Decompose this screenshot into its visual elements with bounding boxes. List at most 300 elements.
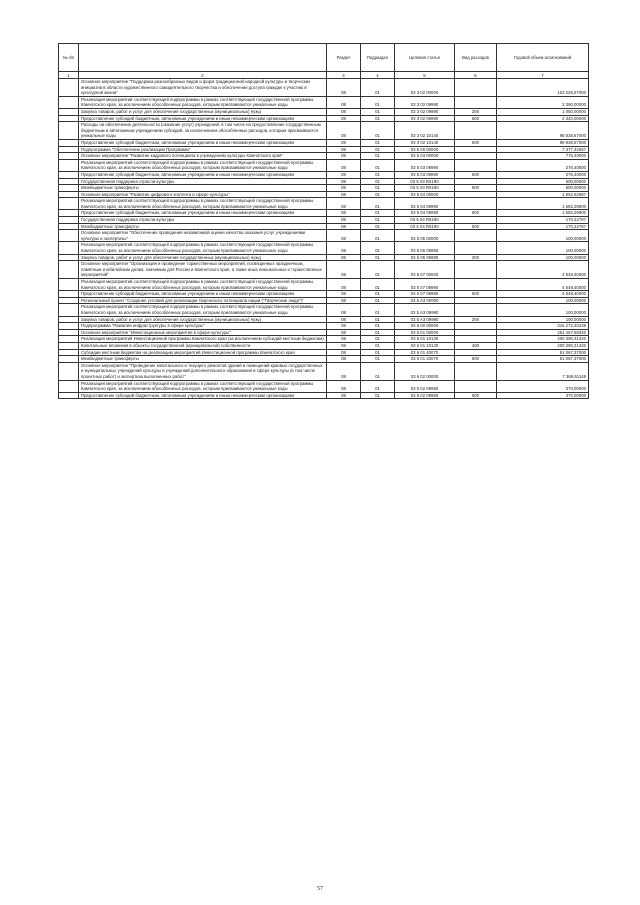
header-amount: Годовой объем ассигнований	[497, 44, 589, 72]
name-cell: Межбюджетные трансферты	[79, 223, 327, 230]
section-cell: 08	[327, 329, 361, 336]
exptype-cell	[455, 261, 497, 279]
num-cell	[59, 153, 79, 160]
num-cell	[59, 185, 79, 192]
target-cell: 03 5 A3 09990	[395, 304, 455, 316]
table-row	[59, 291, 589, 298]
num-cell	[59, 342, 79, 349]
exptype-cell: 200	[455, 316, 497, 323]
subsection-cell: 01	[361, 362, 395, 380]
exptype-cell	[455, 349, 497, 356]
num-cell	[59, 261, 79, 279]
table-row	[59, 230, 589, 242]
section-cell: 08	[327, 291, 361, 298]
exptype-cell: 500	[455, 223, 497, 230]
section-cell: 08	[327, 108, 361, 115]
section-cell: 08	[327, 392, 361, 399]
target-cell: 03 3 02 10140	[395, 122, 455, 140]
table-row	[59, 96, 589, 108]
target-cell: 03 3 02 09990	[395, 115, 455, 122]
table-row	[59, 279, 589, 291]
num-cell	[59, 291, 79, 298]
target-cell: 03 5 03 09990	[395, 171, 455, 178]
target-cell: 03 6 02 00000	[395, 362, 455, 380]
amount-cell: 200 390,31320	[497, 336, 589, 343]
exptype-cell: 600	[455, 291, 497, 298]
amount-cell: 7 369,61149	[497, 362, 589, 380]
target-cell: 03 5 03 R5190	[395, 178, 455, 185]
num-cell	[59, 356, 79, 363]
target-cell: 03 5 A3 09990	[395, 316, 455, 323]
target-cell: 03 3 02 00000	[395, 79, 455, 97]
section-cell: 08	[327, 139, 361, 146]
amount-cell: 1 682,29900	[497, 210, 589, 217]
amount-cell: 51 067,37000	[497, 349, 589, 356]
table-row	[59, 242, 589, 254]
target-cell: 03 5 04 R5190	[395, 217, 455, 224]
section-cell: 08	[327, 146, 361, 153]
section-cell: 08	[327, 362, 361, 380]
table-row	[59, 380, 589, 392]
target-cell: 03 6 02 09990	[395, 392, 455, 399]
num-cell	[59, 217, 79, 224]
colnum-5: 5	[395, 72, 455, 79]
exptype-cell	[455, 153, 497, 160]
colnum-7: 7	[497, 72, 589, 79]
exptype-cell	[455, 336, 497, 343]
amount-cell: 170,32787	[497, 223, 589, 230]
exptype-cell	[455, 362, 497, 380]
exptype-cell: 600	[455, 115, 497, 122]
num-cell	[59, 336, 79, 343]
name-cell: Реализация мероприятий соответствующей подпрограммы в рамках соответствующей государственной программы Камчатского края, за исключением обособленных расходов, которым присваиваются уникальные коды	[79, 279, 327, 291]
name-cell: Государственная поддержка отрасли культуры	[79, 217, 327, 224]
budget-table	[58, 43, 589, 399]
section-cell: 08	[327, 198, 361, 210]
num-cell	[59, 329, 79, 336]
subsection-cell: 01	[361, 108, 395, 115]
section-cell: 08	[327, 323, 361, 330]
target-cell: 03 6 01 10130	[395, 336, 455, 343]
subsection-cell: 01	[361, 336, 395, 343]
subsection-cell: 01	[361, 122, 395, 140]
amount-cell: 316 272,40239	[497, 323, 589, 330]
table-row	[59, 210, 589, 217]
subsection-cell: 01	[361, 316, 395, 323]
subsection-cell: 01	[361, 279, 395, 291]
name-cell: Основное мероприятие "Организация и проведение торжественных мероприятий, посвященных праздничным, памятным и юбилейным датам, значимым для России и Камчатского края, а также иных внешкольных и торжественных мероприятий"	[79, 261, 327, 279]
header-exptype: Вид расходов	[455, 44, 497, 72]
table-header-row	[59, 44, 589, 72]
table-row	[59, 254, 589, 261]
subsection-cell: 01	[361, 191, 395, 198]
name-cell: Закупка товаров, работ и услуг для обеспечения государственных (муниципальных) нужд	[79, 254, 327, 261]
exptype-cell: 600	[455, 210, 497, 217]
subsection-cell: 01	[361, 254, 395, 261]
name-cell: Предоставление субсидий бюджетным, автономным учреждениям и иным некоммерческим организациям	[79, 115, 327, 122]
target-cell: 03 5 05 00000	[395, 230, 455, 242]
section-cell: 08	[327, 79, 361, 97]
num-cell	[59, 304, 79, 316]
section-cell: 08	[327, 217, 361, 224]
target-cell: 03 6 01 40070	[395, 349, 455, 356]
target-cell: 03 3 02 09990	[395, 96, 455, 108]
num-cell	[59, 230, 79, 242]
exptype-cell	[455, 96, 497, 108]
colnum-3: 3	[327, 72, 361, 79]
name-cell: Предоставление субсидий бюджетным, автономным учреждениям и иным некоммерческим организациям	[79, 210, 327, 217]
exptype-cell	[455, 198, 497, 210]
header-section: Раздел	[327, 44, 361, 72]
table-row	[59, 349, 589, 356]
amount-cell: 1 682,29900	[497, 198, 589, 210]
subsection-cell: 01	[361, 380, 395, 392]
colnum-1: 1	[59, 72, 79, 79]
subsection-cell: 01	[361, 304, 395, 316]
subsection-cell: 01	[361, 146, 395, 153]
exptype-cell: 200	[455, 108, 497, 115]
name-cell: Подпрограмма "Обеспечение реализации Программы"	[79, 146, 327, 153]
table-row	[59, 79, 589, 97]
target-cell: 03 5 04 R5190	[395, 223, 455, 230]
target-cell: 03 5 07 09990	[395, 279, 455, 291]
num-cell	[59, 115, 79, 122]
target-cell: 03 5 00 00000	[395, 146, 455, 153]
amount-cell: 251 457,68320	[497, 329, 589, 336]
table-row	[59, 146, 589, 153]
amount-cell: 98 838,67000	[497, 122, 589, 140]
amount-cell: 276,40000	[497, 159, 589, 171]
name-cell: Основное мероприятие "Развитие кадрового потенциала в учреждениях культуры Камчатского края"	[79, 153, 327, 160]
target-cell: 03 5 04 09990	[395, 198, 455, 210]
section-cell: 08	[327, 230, 361, 242]
target-cell: 03 6 02 09990	[395, 380, 455, 392]
name-cell: Основное мероприятие "Проведение капитального и текущего ремонтов зданий и помещений краевых государственных и муниципальных учреждений культуры и учреждений дополнительного образования в сфере культуры (в том числе проектных работ) и экспертиза выполненных работ"	[79, 362, 327, 380]
subsection-cell: 01	[361, 329, 395, 336]
name-cell: Предоставление субсидий бюджетным, автономным учреждениям и иным некоммерческим организациям	[79, 139, 327, 146]
exptype-cell	[455, 146, 497, 153]
target-cell: 03 5 07 09990	[395, 291, 455, 298]
exptype-cell: 600	[455, 171, 497, 178]
amount-cell: 776,40000	[497, 153, 589, 160]
target-cell: 03 5 04 09990	[395, 210, 455, 217]
name-cell: Закупка товаров, работ и услуг для обеспечения государственных (муниципальных) нужд	[79, 108, 327, 115]
name-cell: Реализация мероприятий соответствующей подпрограммы в рамках соответствующей государственной программы Камчатского края, за исключением обособленных расходов, которым присваиваются уникальные коды	[79, 96, 327, 108]
num-cell	[59, 316, 79, 323]
section-cell: 08	[327, 242, 361, 254]
table-row	[59, 191, 589, 198]
target-cell: 03 3 02 10140	[395, 139, 455, 146]
section-cell: 08	[327, 191, 361, 198]
target-cell: 03 6 01 00000	[395, 329, 455, 336]
name-cell: Капитальные вложения в объекты государственной (муниципальной) собственности	[79, 342, 327, 349]
target-cell: 03 6 00 00000	[395, 323, 455, 330]
num-cell	[59, 210, 79, 217]
num-cell	[59, 146, 79, 153]
subsection-cell: 01	[361, 261, 395, 279]
colnum-4: 4	[361, 72, 395, 79]
target-cell: 03 6 01 10130	[395, 342, 455, 349]
section-cell: 08	[327, 336, 361, 343]
amount-cell: 2 340,00000	[497, 115, 589, 122]
table-row	[59, 329, 589, 336]
table-row	[59, 362, 589, 380]
exptype-cell: 200	[455, 254, 497, 261]
exptype-cell	[455, 380, 497, 392]
amount-cell: 102 228,67000	[497, 79, 589, 97]
exptype-cell	[455, 304, 497, 316]
exptype-cell	[455, 230, 497, 242]
table-row	[59, 342, 589, 349]
exptype-cell: 500	[455, 185, 497, 192]
num-cell	[59, 171, 79, 178]
subsection-cell: 01	[361, 297, 395, 304]
amount-cell: 100,00000	[497, 297, 589, 304]
amount-cell: 4 548,40000	[497, 291, 589, 298]
table-row	[59, 171, 589, 178]
name-cell: Реализация мероприятий соответствующей подпрограммы в рамках соответствующей государственной программы Камчатского края, за исключением обособленных расходов, которым присваиваются уникальные коды	[79, 159, 327, 171]
name-cell: Закупка товаров, работ и услуг для обеспечения государственных (муниципальных) нужд	[79, 316, 327, 323]
table-row	[59, 336, 589, 343]
exptype-cell	[455, 217, 497, 224]
section-cell: 08	[327, 254, 361, 261]
amount-cell: 98 838,67000	[497, 139, 589, 146]
table-row	[59, 323, 589, 330]
section-cell: 08	[327, 349, 361, 356]
num-cell	[59, 108, 79, 115]
amount-cell: 51 067,37000	[497, 356, 589, 363]
exptype-cell	[455, 323, 497, 330]
exptype-cell	[455, 329, 497, 336]
subsection-cell: 01	[361, 159, 395, 171]
amount-cell: 170,32787	[497, 217, 589, 224]
num-cell	[59, 242, 79, 254]
exptype-cell	[455, 297, 497, 304]
subsection-cell: 01	[361, 342, 395, 349]
target-cell: 03 6 01 40070	[395, 356, 455, 363]
name-cell: Предоставление субсидий бюджетным, автономным учреждениям и иным некоммерческим организациям	[79, 171, 327, 178]
table-row	[59, 223, 589, 230]
section-cell: 08	[327, 297, 361, 304]
section-cell: 08	[327, 304, 361, 316]
subsection-cell: 01	[361, 223, 395, 230]
section-cell: 08	[327, 380, 361, 392]
name-cell: Реализация мероприятий соответствующей подпрограммы в рамках соответствующей государственной программы Камчатского края, за исключением обособленных расходов, которым присваиваются уникальные коды	[79, 198, 327, 210]
num-cell	[59, 392, 79, 399]
num-cell	[59, 159, 79, 171]
section-cell: 08	[327, 159, 361, 171]
num-cell	[59, 380, 79, 392]
amount-cell: 1 050,00000	[497, 108, 589, 115]
exptype-cell	[455, 191, 497, 198]
name-cell: Межбюджетные трансферты	[79, 185, 327, 192]
exptype-cell	[455, 279, 497, 291]
name-cell: Основное мероприятие "Развитие цифрового контента в сфере культуры"	[79, 191, 327, 198]
section-cell: 08	[327, 316, 361, 323]
amount-cell: 500,00000	[497, 185, 589, 192]
section-cell: 08	[327, 223, 361, 230]
num-cell	[59, 191, 79, 198]
section-cell: 08	[327, 178, 361, 185]
target-cell: 03 3 02 09990	[395, 108, 455, 115]
subsection-cell: 01	[361, 291, 395, 298]
subsection-cell: 01	[361, 349, 395, 356]
budget-table-container	[58, 43, 588, 399]
table-row	[59, 115, 589, 122]
subsection-cell: 01	[361, 392, 395, 399]
name-cell: Подпрограмма "Развитие инфраструктуры в сфере культуры"	[79, 323, 327, 330]
exptype-cell	[455, 178, 497, 185]
amount-cell: 276,40000	[497, 171, 589, 178]
section-cell: 08	[327, 96, 361, 108]
name-cell: Государственная поддержка отрасли культуры	[79, 178, 327, 185]
amount-cell: 100,00000	[497, 254, 589, 261]
name-cell: Реализация мероприятий соответствующей подпрограммы в рамках соответствующей государственной программы Камчатского края, за исключением обособленных расходов, которым присваиваются уникальные коды	[79, 242, 327, 254]
table-row	[59, 356, 589, 363]
target-cell: 03 5 07 00000	[395, 261, 455, 279]
amount-cell: 370,00000	[497, 392, 589, 399]
name-cell: Реализация мероприятий соответствующей подпрограммы в рамках соответствующей государственной программы Камчатского края, за исключением обособленных расходов, которым присваиваются уникальные коды	[79, 380, 327, 392]
colnum-2: 2	[79, 72, 327, 79]
name-cell: Основное мероприятие "Инвестиционные мероприятия в сфере культуры"	[79, 329, 327, 336]
amount-cell: 100,00000	[497, 304, 589, 316]
num-cell	[59, 297, 79, 304]
num-cell	[59, 79, 79, 97]
section-cell: 08	[327, 185, 361, 192]
subsection-cell: 01	[361, 356, 395, 363]
table-row	[59, 139, 589, 146]
table-row	[59, 297, 589, 304]
amount-cell: 500,00000	[497, 178, 589, 185]
header-subsection: Подраздел	[361, 44, 395, 72]
amount-cell: 200 390,31320	[497, 342, 589, 349]
subsection-cell: 01	[361, 171, 395, 178]
subsection-cell: 01	[361, 242, 395, 254]
table-row	[59, 122, 589, 140]
subsection-cell: 01	[361, 185, 395, 192]
name-cell: Реализация мероприятий Инвестиционной программы Камчатского края (за исключением субсидий местным бюджетам)	[79, 336, 327, 343]
amount-cell: 100,00000	[497, 230, 589, 242]
num-cell	[59, 362, 79, 380]
target-cell: 03 5 05 09990	[395, 242, 455, 254]
exptype-cell: 400	[455, 342, 497, 349]
section-cell: 08	[327, 153, 361, 160]
subsection-cell: 01	[361, 79, 395, 97]
target-cell: 03 5 A3 00000	[395, 297, 455, 304]
name-cell: Расходы на обеспечение деятельности (оказание услуг) учреждений, в том числе на предоставление государственным бюджетным и автономным учреждениям субсидий, за исключением обособленных расходов, которым присваиваются уникальные коды	[79, 122, 327, 140]
table-row	[59, 185, 589, 192]
page-number: 57	[317, 886, 323, 892]
name-cell: Региональный проект "Создание условий для реализации творческого потенциала нации ("Творческие люди")"	[79, 297, 327, 304]
section-cell: 08	[327, 210, 361, 217]
table-row	[59, 217, 589, 224]
name-cell: Субсидии местным бюджетам на реализацию мероприятий Инвестиционной программы Камчатского края	[79, 349, 327, 356]
amount-cell: 100,00000	[497, 316, 589, 323]
section-cell: 08	[327, 115, 361, 122]
exptype-cell	[455, 242, 497, 254]
num-cell	[59, 323, 79, 330]
amount-cell: 4 548,40000	[497, 261, 589, 279]
exptype-cell	[455, 122, 497, 140]
exptype-cell: 600	[455, 139, 497, 146]
num-cell	[59, 198, 79, 210]
amount-cell: 100,00000	[497, 242, 589, 254]
subsection-cell: 01	[361, 139, 395, 146]
table-row	[59, 159, 589, 171]
subsection-cell: 01	[361, 115, 395, 122]
table-row	[59, 198, 589, 210]
table-row	[59, 316, 589, 323]
num-cell	[59, 178, 79, 185]
num-cell	[59, 223, 79, 230]
name-cell: Предоставление субсидий бюджетным, автономным учреждениям и иным некоммерческим организациям	[79, 291, 327, 298]
amount-cell: 370,00000	[497, 380, 589, 392]
exptype-cell	[455, 79, 497, 97]
section-cell: 08	[327, 261, 361, 279]
subsection-cell: 01	[361, 153, 395, 160]
num-cell	[59, 96, 79, 108]
header-name	[79, 44, 327, 72]
num-cell	[59, 139, 79, 146]
section-cell: 08	[327, 356, 361, 363]
exptype-cell	[455, 159, 497, 171]
subsection-cell: 01	[361, 210, 395, 217]
num-cell	[59, 122, 79, 140]
target-cell: 03 5 04 00000	[395, 191, 455, 198]
target-cell: 03 5 03 R5190	[395, 185, 455, 192]
amount-cell: 3 390,00000	[497, 96, 589, 108]
target-cell: 03 5 03 09990	[395, 159, 455, 171]
column-number-row	[59, 72, 589, 79]
subsection-cell: 01	[361, 230, 395, 242]
subsection-cell: 01	[361, 217, 395, 224]
table-row	[59, 178, 589, 185]
amount-cell: 7 377,42687	[497, 146, 589, 153]
table-body	[59, 79, 589, 399]
name-cell: Межбюджетные трансферты	[79, 356, 327, 363]
target-cell: 03 5 05 09990	[395, 254, 455, 261]
name-cell: Основное мероприятие "Поддержка разнообразных видов и форм традиционной народной культуры и творческих инициатив в области художественного самодеятельного творчества и обеспечение доступа граждан к участию в культурной жизни"	[79, 79, 327, 97]
subsection-cell: 01	[361, 178, 395, 185]
colnum-6: 6	[455, 72, 497, 79]
num-cell	[59, 254, 79, 261]
exptype-cell: 600	[455, 392, 497, 399]
table-row	[59, 153, 589, 160]
name-cell: Основное мероприятие "Обеспечение проведения независимой оценки качества оказания услуг учреждениями культуры и экспертизы"	[79, 230, 327, 242]
num-cell	[59, 279, 79, 291]
subsection-cell: 01	[361, 198, 395, 210]
table-row	[59, 304, 589, 316]
table-row	[59, 108, 589, 115]
section-cell: 08	[327, 342, 361, 349]
table-row	[59, 392, 589, 399]
subsection-cell: 01	[361, 323, 395, 330]
table-row	[59, 261, 589, 279]
section-cell: 08	[327, 279, 361, 291]
target-cell: 03 5 03 00000	[395, 153, 455, 160]
section-cell: 08	[327, 122, 361, 140]
name-cell: Реализация мероприятий соответствующей подпрограммы в рамках соответствующей государственной программы Камчатского края, за исключением обособленных расходов, которым присваиваются уникальные коды	[79, 304, 327, 316]
num-cell	[59, 349, 79, 356]
header-target: Целевая статья	[395, 44, 455, 72]
amount-cell: 1 852,62687	[497, 191, 589, 198]
exptype-cell: 500	[455, 356, 497, 363]
name-cell: Предоставление субсидий бюджетным, автономным учреждениям и иным некоммерческим организациям	[79, 392, 327, 399]
amount-cell: 4 548,40000	[497, 279, 589, 291]
subsection-cell: 01	[361, 96, 395, 108]
header-num: № п/п	[59, 44, 79, 72]
section-cell: 08	[327, 171, 361, 178]
